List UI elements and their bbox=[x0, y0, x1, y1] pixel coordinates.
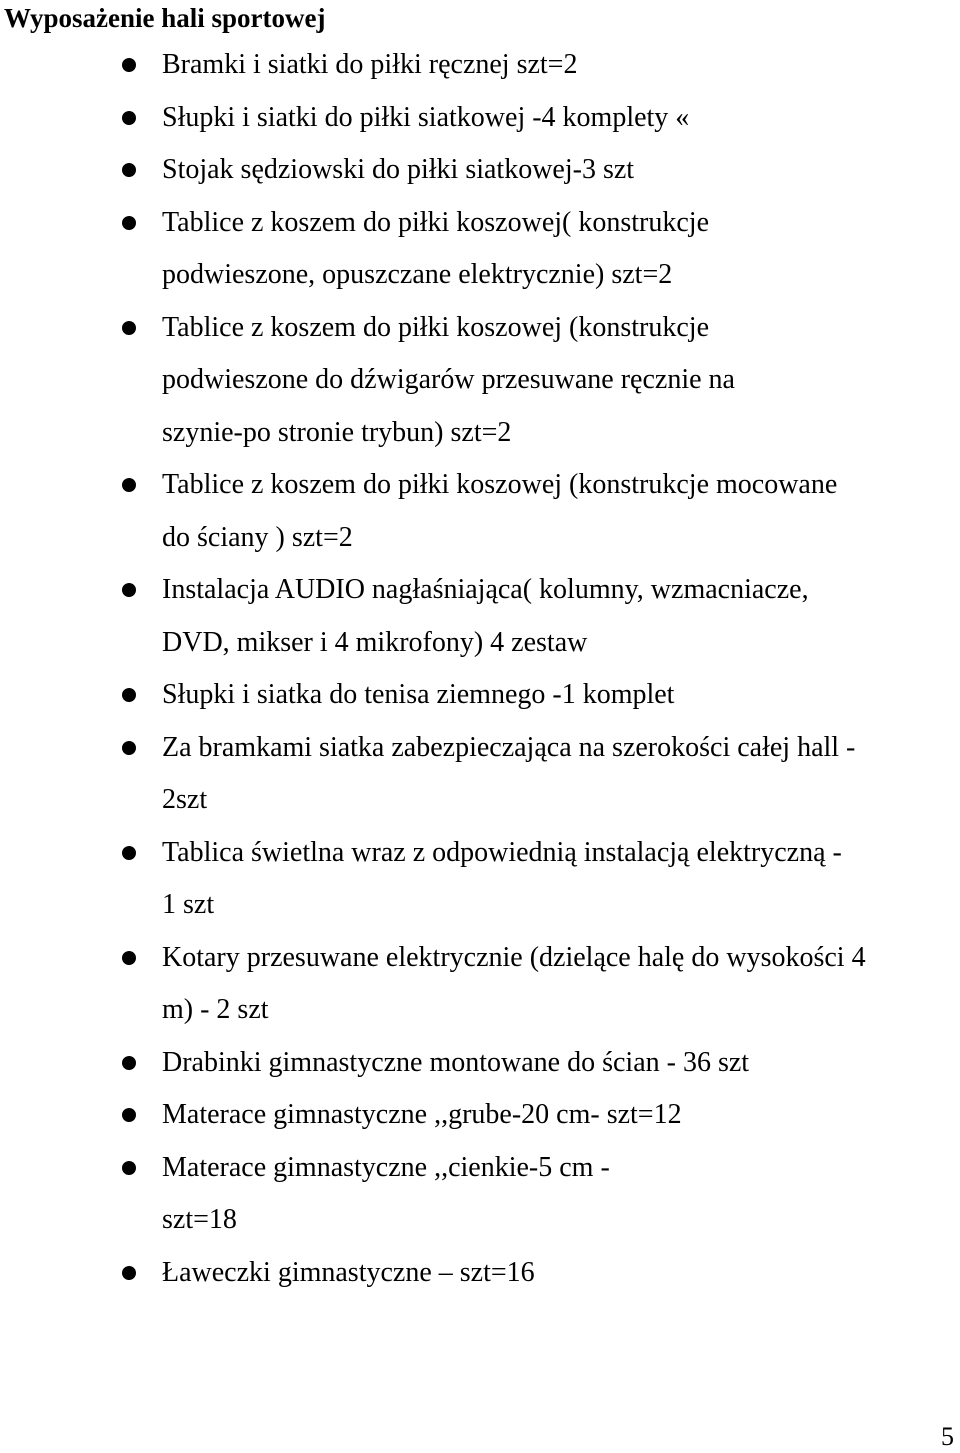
list-item-text: Tablice z koszem do piłki koszowej( konstrukcje bbox=[162, 206, 709, 238]
list-item-text: m) - 2 szt bbox=[162, 994, 269, 1025]
list-item bbox=[0, 1247, 960, 1300]
bullet-icon bbox=[122, 1161, 136, 1175]
list-item-text: 1 szt bbox=[162, 889, 215, 920]
list-item-text: Materace gimnastyczne ,,cienkie-5 cm - bbox=[162, 1151, 610, 1183]
bullet-icon bbox=[122, 216, 136, 230]
bullet-icon bbox=[122, 741, 136, 755]
list-item-text: Tablice z koszem do piłki koszowej (konstrukcje mocowane bbox=[162, 469, 838, 500]
bullet-icon bbox=[122, 1108, 136, 1122]
list-item-text: Drabinki gimnastyczne montowane do ścian - 36 szt bbox=[162, 1046, 750, 1078]
section-heading: Wyposażenie hali sportowej bbox=[4, 3, 326, 33]
list-item bbox=[0, 1037, 960, 1090]
list-item-text: Instalacja AUDIO nagłaśniająca( kolumny, wzmacniacze, bbox=[162, 574, 809, 605]
list-item bbox=[0, 197, 960, 302]
bullet-icon bbox=[122, 583, 136, 597]
list-item-text: Materace gimnastyczne ,,grube-20 cm- szt=12 bbox=[162, 1099, 682, 1130]
list-item-text: podwieszone, opuszczane elektrycznie) szt=2 bbox=[162, 259, 673, 290]
list-item bbox=[0, 827, 960, 932]
bullet-icon bbox=[122, 111, 136, 125]
bullet-icon bbox=[122, 1266, 136, 1280]
equipment-list bbox=[0, 39, 960, 1299]
list-item-text: Za bramkami siatka zabezpieczająca na szerokości całej hall - bbox=[162, 731, 856, 763]
list-item-text: Słupki i siatka do tenisa ziemnego -1 komplet bbox=[162, 679, 675, 710]
list-item bbox=[0, 459, 960, 564]
list-item bbox=[0, 144, 960, 197]
page-number: 5 bbox=[941, 1422, 954, 1451]
list-item bbox=[0, 39, 960, 92]
list-item-text: Stojak sędziowski do piłki siatkowej-3 szt bbox=[162, 154, 635, 185]
list-item bbox=[0, 302, 960, 460]
list-item bbox=[0, 1142, 960, 1247]
list-item-text: Ławeczki gimnastyczne – szt=16 bbox=[162, 1256, 535, 1288]
list-item-text: szynie-po stronie trybun) szt=2 bbox=[162, 416, 512, 448]
list-item bbox=[0, 932, 960, 1037]
list-item-text: DVD, mikser i 4 mikrofony) 4 zestaw bbox=[162, 626, 588, 658]
list-item-text: do ściany ) szt=2 bbox=[162, 521, 353, 553]
bullet-icon bbox=[122, 846, 136, 860]
list-item bbox=[0, 564, 960, 669]
bullet-icon bbox=[122, 478, 136, 492]
list-item-text: 2szt bbox=[162, 784, 208, 815]
list-item-text: szt=18 bbox=[162, 1204, 237, 1235]
list-item bbox=[0, 92, 960, 145]
list-item-text: Tablice z koszem do piłki koszowej (konstrukcje bbox=[162, 311, 709, 343]
list-item-text: Bramki i siatki do piłki ręcznej szt=2 bbox=[162, 49, 578, 80]
list-item bbox=[0, 669, 960, 722]
bullet-icon bbox=[122, 951, 136, 965]
list-item-text: Tablica świetlna wraz z odpowiednią instalacją elektryczną - bbox=[162, 836, 842, 868]
list-item-text: Słupki i siatki do piłki siatkowej -4 komplety « bbox=[162, 101, 690, 133]
list-item-text: Kotary przesuwane elektrycznie (dzielące halę do wysokości 4 bbox=[162, 941, 866, 973]
bullet-icon bbox=[122, 688, 136, 702]
bullet-icon bbox=[122, 321, 136, 335]
bullet-icon bbox=[122, 1056, 136, 1070]
list-item bbox=[0, 722, 960, 827]
bullet-icon bbox=[122, 163, 136, 177]
list-item bbox=[0, 1089, 960, 1142]
list-item-text: podwieszone do dźwigarów przesuwane ręcznie na bbox=[162, 364, 735, 395]
bullet-icon bbox=[122, 58, 136, 72]
